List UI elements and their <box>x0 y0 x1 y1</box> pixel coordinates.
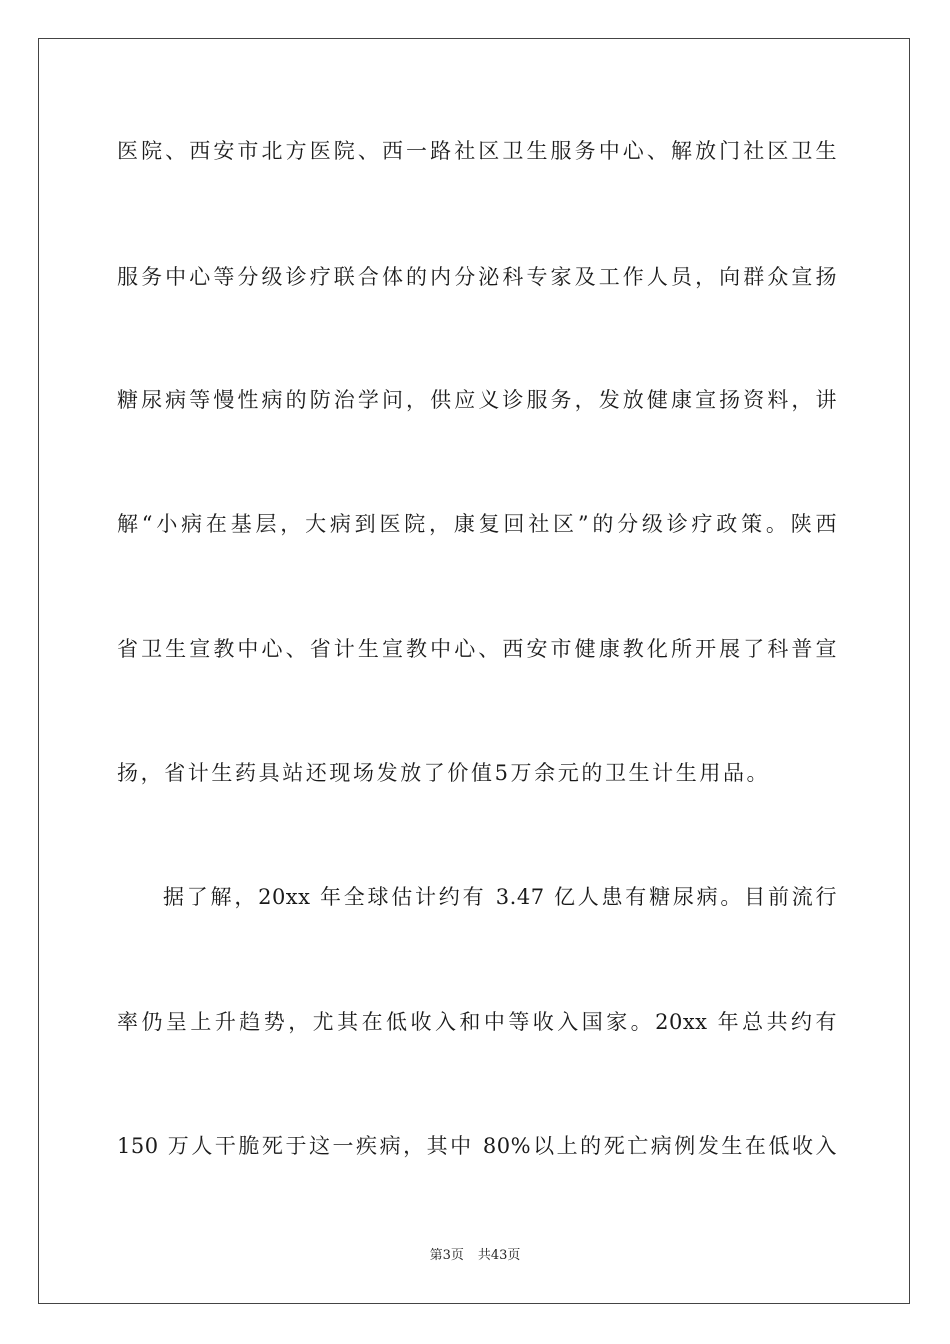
paragraph-line: 服务中心等分级诊疗联合体的内分泌科专家及工作人员，向群众宣扬 <box>117 265 837 289</box>
page-total: 共43页 <box>477 1248 521 1263</box>
page-footer <box>0 1247 950 1265</box>
paragraph-line: 扬，省计生药具站还现场发放了价值5万余元的卫生计生用品。 <box>117 761 771 785</box>
paragraph-line: 解“小病在基层，大病到医院，康复回社区”的分级诊疗政策。陕西 <box>117 512 837 536</box>
paragraph-line: 150 万人干脆死于这一疾病，其中 80%以上的死亡病例发生在低收入 <box>117 1134 837 1158</box>
paragraph-line: 省卫生宣教中心、省计生宣教中心、西安市健康教化所开展了科普宣 <box>117 637 837 661</box>
page-number: 第3页 <box>429 1248 464 1263</box>
paragraph-line: 率仍呈上升趋势，尤其在低收入和中等收入国家。20xx 年总共约有 <box>117 1010 837 1034</box>
paragraph-first-line: 据了解，20xx 年全球估计约有 3.47 亿人患有糖尿病。目前流行 <box>163 885 837 909</box>
page-frame <box>38 38 910 1304</box>
paragraph-line: 糖尿病等慢性病的防治学问，供应义诊服务，发放健康宣扬资料，讲 <box>117 388 837 412</box>
paragraph-line: 医院、西安市北方医院、西一路社区卫生服务中心、解放门社区卫生 <box>117 139 837 163</box>
